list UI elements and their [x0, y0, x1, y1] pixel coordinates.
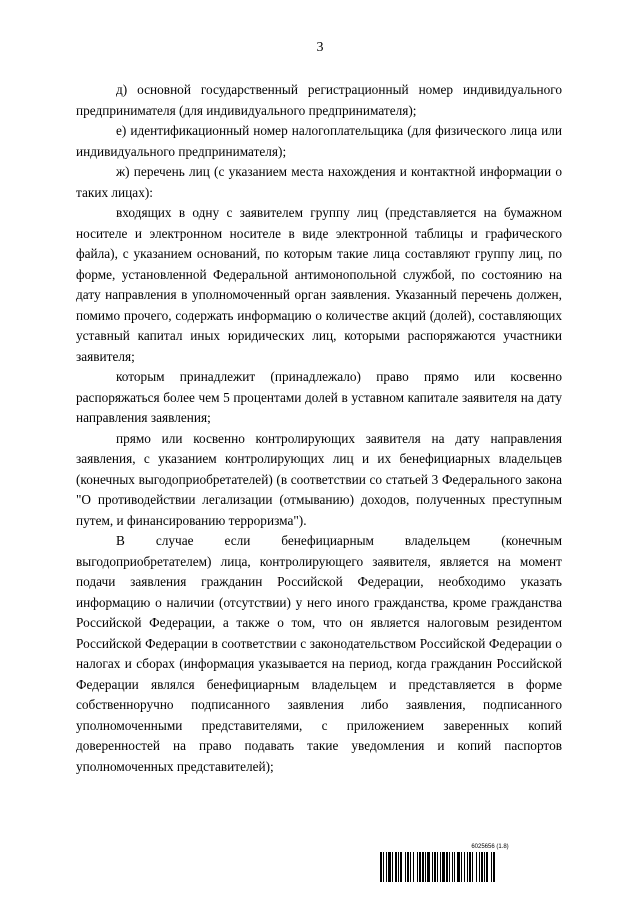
- page-number: 3: [316, 40, 324, 55]
- barcode-label: 6025656 (1.8): [471, 844, 509, 850]
- paragraph-inn: е) идентификационный номер налогоплательщика (для физического лица или индивидуального предпринимателя);: [76, 123, 562, 159]
- document-body: [76, 80, 562, 777]
- paragraph-5-percent-owners: которым принадлежит (принадлежало) право прямо или косвенно распоряжаться более чем 5 процентами долей в уставном капитале заявителя на дату направления заявления;: [76, 369, 562, 425]
- paragraph-ogrnip: д) основной государственный регистрационный номер индивидуального предпринимателя (для индивидуального предпринимателя);: [76, 82, 562, 118]
- barcode-image: [380, 852, 562, 882]
- paragraph-beneficial-owner: В случае если бенефициарным владельцем (конечным выгодоприобретателем) лица, контролирующего заявителя, является на момент подачи заявления гражданин Российской Федерации, необходимо указать информацию о наличии (отсутствии) у него иного гражданства, кроме гражданства Российской Федерации, а также о том, что он является налоговым резидентом Российской Федерации в соответствии с законодательством Российской Федерации о налогах и сборах (информация указывается на период, когда гражданин Российской Федерации являлся бенефициарным владельцем и представляется в форме собственноручно подписанного заявления либо заявления, подписанного уполномоченными представителями, с приложением заверенных копий доверенностей на право подавать такие уведомления и копий паспортов уполномоченных представителей);: [76, 533, 562, 774]
- paragraph-group-of-persons: входящих в одну с заявителем группу лиц (представляется на бумажном носителе и электронном носителе в виде электронной таблицы и графического файла), с указанием оснований, по которым такие лица составляют группу лиц, по форме, установленной Федеральной антимонопольной службой, по состоянию на дату направления в уполномоченный орган заявления. Указанный перечень должен, помимо прочего, содержать информацию о количестве акций (долей), составляющих уставный капитал иных юридических лиц, которыми распоряжаются участники заявителя;: [76, 205, 562, 364]
- paragraph-persons-list: ж) перечень лиц (с указанием места нахождения и контактной информации о таких лицах):: [76, 164, 562, 200]
- paragraph-controlling-persons: прямо или косвенно контролирующих заявителя на дату направления заявления, с указанием контролирующих лиц и их бенефициарных владельцев (конечных выгодоприобретателей) (в соответствии со статьей 3 Федерального закона "О противодействии легализации (отмыванию) доходов, полученных преступным путем, и финансированию терроризма").: [76, 430, 562, 528]
- barcode-block: [380, 844, 562, 882]
